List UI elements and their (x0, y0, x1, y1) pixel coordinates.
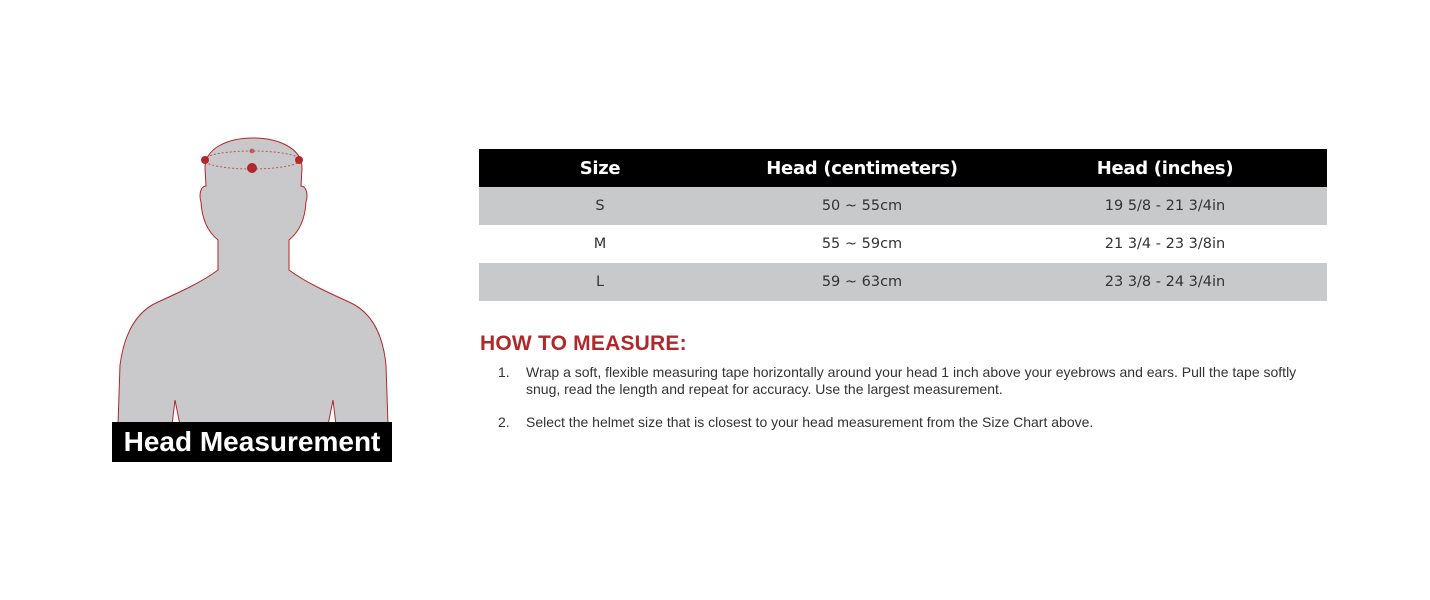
person-silhouette-icon (110, 130, 400, 430)
how-to-measure-title: HOW TO MEASURE: (480, 332, 687, 355)
step-text: Wrap a soft, flexible measuring tape horizontally around your head 1 inch above your eyebrows and ears. Pull the tape softly snug, read the length and repeat for accuracy. Use the largest measurement. (526, 364, 1297, 397)
cell-centimeters: 50 ~ 55cm (721, 187, 1003, 225)
cell-size: L (479, 263, 721, 301)
table-header-row (479, 149, 1327, 187)
step-text: Select the helmet size that is closest to your head measurement from the Size Chart above. (526, 414, 1094, 430)
cell-size: S (479, 187, 721, 225)
step-number: 2. (498, 414, 510, 430)
measure-point-icon (250, 149, 255, 154)
silhouette-body (118, 138, 388, 425)
table-row (479, 225, 1327, 263)
figure-label: Head Measurement (112, 422, 392, 462)
measure-point-icon (201, 156, 209, 164)
cell-size: M (593, 236, 607, 252)
step-number: 1. (498, 364, 510, 380)
cell-inches: 19 5/8 - 21 3/4in (1003, 187, 1327, 225)
table-row (479, 187, 1327, 225)
header-centimeters: Head (centimeters) (721, 149, 1003, 187)
head-measurement-figure (110, 130, 400, 470)
cell-centimeters: 55 ~ 59cm (821, 236, 903, 252)
header-size: Size (479, 149, 721, 187)
size-chart-table (479, 149, 1327, 301)
cell-centimeters: 59 ~ 63cm (721, 263, 1003, 301)
header-inches: Head (inches) (1003, 149, 1327, 187)
table-row (479, 263, 1327, 301)
cell-inches: 21 3/4 - 23 3/8in (1104, 236, 1226, 252)
measure-point-icon (295, 156, 303, 164)
cell-inches: 23 3/8 - 24 3/4in (1003, 263, 1327, 301)
measure-point-icon (247, 163, 257, 173)
